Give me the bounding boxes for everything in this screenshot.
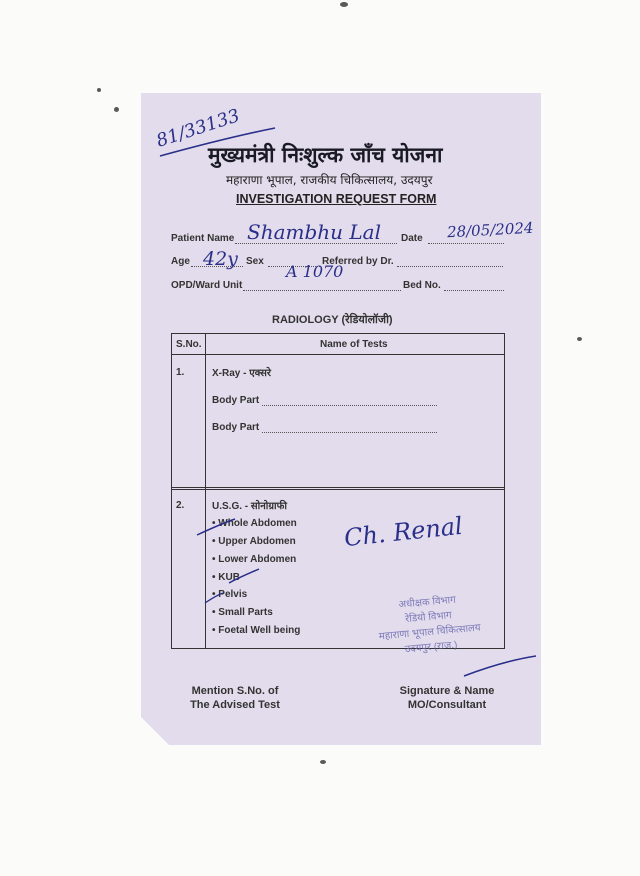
stamp-line: उदयपुर (राज.) xyxy=(404,639,458,656)
row-2-sno: 2. xyxy=(176,500,185,511)
handwritten-check-marks xyxy=(195,505,275,615)
usg-item-label: Whole Abdomen xyxy=(218,518,297,529)
opd-ward-value: A 1070 xyxy=(286,262,344,281)
section-title-radiology: RADIOLOGY (रेडियोलॉजी) xyxy=(272,314,393,326)
footer-left-line: The Advised Test xyxy=(190,699,280,711)
xray-body-part-1-line xyxy=(262,405,437,406)
usg-item-lower-abdomen: • Lower Abdomen xyxy=(212,554,297,565)
date-label: Date xyxy=(401,233,423,244)
bed-no-label: Bed No. xyxy=(403,280,441,291)
footer-mention-sno xyxy=(180,684,290,712)
reference-number: 81/33133 xyxy=(153,105,243,152)
table-header-divider xyxy=(172,354,504,355)
footer-right-line: Signature & Name xyxy=(399,685,495,697)
stamp-line: महाराणा भूपाल चिकित्सालय xyxy=(378,622,482,643)
patient-name-label: Patient Name xyxy=(171,233,235,244)
usg-item-label: Upper Abdomen xyxy=(218,536,296,547)
hospital-name: महाराणा भूपाल, राजकीय चिकित्सालय, उदयपुर xyxy=(226,173,433,187)
referred-by-label: Referred by Dr. xyxy=(322,256,394,267)
stamp-line: अधीक्षक विभाग xyxy=(398,594,457,611)
usg-item-label: Pelvis xyxy=(218,589,248,600)
xray-body-part-2-line xyxy=(262,432,437,433)
opd-ward-label: OPD/Ward Unit xyxy=(171,280,243,291)
usg-item-pelvis: • Pelvis xyxy=(212,589,248,600)
usg-item-upper-abdomen: • Upper Abdomen xyxy=(212,536,296,547)
signature-stroke xyxy=(460,652,540,682)
scan-speck xyxy=(577,337,582,341)
usg-item-label: Foetal Well being xyxy=(218,625,301,636)
xray-body-part-1-label: Body Part xyxy=(212,395,260,406)
row-2-test-usg: U.S.G. - सोनोग्राफी xyxy=(212,501,287,512)
usg-item-foetal-well-being: • Foetal Well being xyxy=(212,625,301,636)
date-line xyxy=(428,243,504,244)
table-row-divider xyxy=(172,487,504,490)
sex-label: Sex xyxy=(246,256,264,267)
handwritten-clinical-note: Ch. Renal xyxy=(342,511,464,553)
referred-by-line xyxy=(397,266,503,267)
opd-ward-line xyxy=(243,290,401,291)
folded-corner xyxy=(141,717,169,745)
usg-item-label: Small Parts xyxy=(218,607,273,618)
column-header-tests: Name of Tests xyxy=(320,339,388,350)
patient-name-value: Shambhu Lal xyxy=(247,220,381,244)
scheme-title: मुख्यमंत्री निःशुल्क जाँच योजना xyxy=(208,143,443,167)
stamp-line: रेडियो विभाग xyxy=(404,610,453,626)
scan-speck xyxy=(320,760,326,764)
age-label: Age xyxy=(171,256,190,267)
scan-speck xyxy=(340,2,348,7)
bed-no-line xyxy=(444,290,504,291)
usg-item-kub: • KUB xyxy=(212,572,240,583)
footer-right-line: MO/Consultant xyxy=(407,699,487,711)
age-value: 42y xyxy=(203,248,238,270)
scan-speck xyxy=(97,88,101,92)
xray-body-part-2-label: Body Part xyxy=(212,422,260,433)
usg-item-label: Lower Abdomen xyxy=(218,554,297,565)
row-1-sno: 1. xyxy=(176,367,185,378)
usg-item-small-parts: • Small Parts xyxy=(212,607,273,618)
usg-item-label: KUB xyxy=(218,572,240,583)
footer-left-line: Mention S.No. of xyxy=(191,685,279,697)
column-header-sno: S.No. xyxy=(176,339,202,350)
usg-item-whole-abdomen: • Whole Abdomen xyxy=(212,518,297,529)
row-1-test-xray: X-Ray - एक्सरे xyxy=(212,368,272,379)
scan-speck xyxy=(114,107,119,112)
date-value: 28/05/2024 xyxy=(446,218,534,242)
footer-signature xyxy=(392,684,502,712)
form-title: INVESTIGATION REQUEST FORM xyxy=(236,192,437,206)
